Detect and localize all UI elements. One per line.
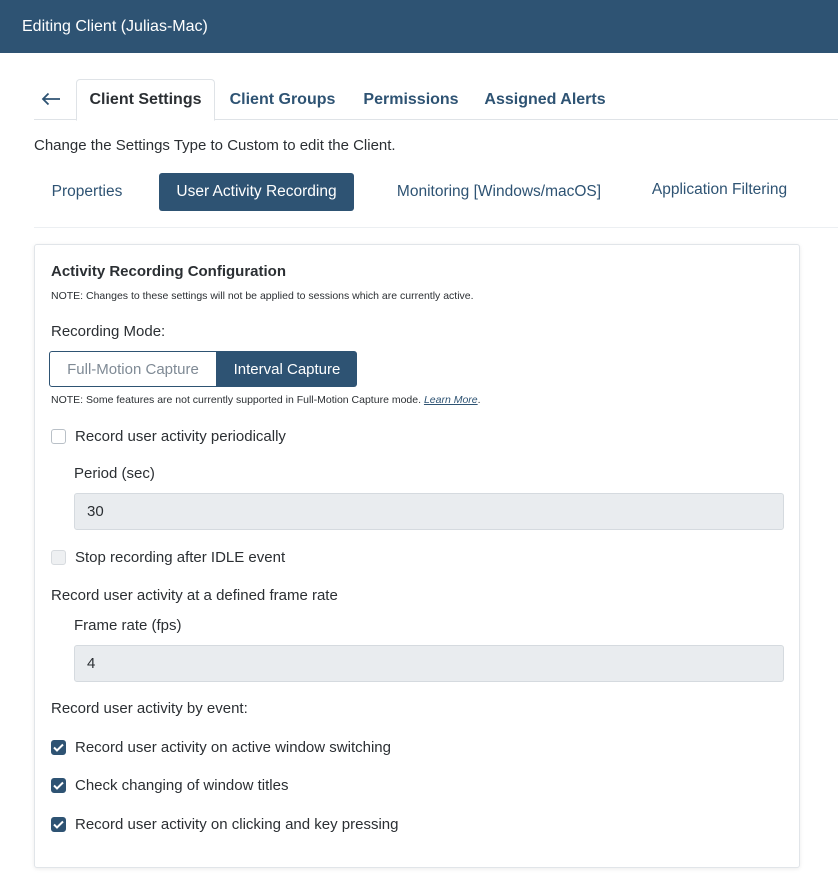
tab-client-settings[interactable]: Client Settings [76, 79, 215, 121]
window-title: Editing Client (Julias-Mac) [22, 17, 208, 35]
event-clicking-keys-checkbox[interactable] [51, 817, 66, 832]
event-clicking-keys-row[interactable] [51, 816, 398, 833]
checkmark-icon [53, 820, 64, 829]
event-window-switching-row[interactable] [51, 739, 391, 756]
event-window-switching-checkbox[interactable] [51, 740, 66, 755]
stop-after-idle-label: Stop recording after IDLE event [75, 549, 286, 566]
tab-assigned-alerts[interactable]: Assigned Alerts [484, 90, 606, 108]
recording-mode-toggle [49, 351, 357, 387]
event-window-switching-label: Record user activity on active window switching [75, 739, 391, 756]
subtab-divider [34, 227, 838, 228]
settings-type-hint: Change the Settings Type to Custom to edit the Client. [34, 137, 396, 154]
frame-rate-label: Frame rate (fps) [74, 617, 182, 634]
record-periodically-checkbox-row[interactable] [51, 428, 286, 445]
stop-after-idle-checkbox[interactable] [51, 550, 66, 565]
tab-permissions[interactable]: Permissions [363, 90, 459, 108]
subtab-monitoring[interactable]: Monitoring [Windows/macOS] [396, 183, 602, 200]
mode-note-text: NOTE: Some features are not currently supported in Full-Motion Capture mode. [51, 394, 422, 406]
learn-more-link[interactable]: Learn More [423, 394, 478, 406]
subtab-user-activity-recording[interactable]: User Activity Recording [159, 173, 354, 211]
arrow-left-icon [41, 92, 61, 106]
interval-capture-button[interactable]: Interval Capture [217, 351, 357, 387]
subtab-application-filtering[interactable]: Application Filtering [651, 181, 788, 198]
stop-after-idle-checkbox-row[interactable] [51, 549, 285, 566]
card-title: Activity Recording Configuration [51, 263, 287, 280]
event-window-titles-row[interactable] [51, 777, 288, 794]
full-motion-capture-button[interactable]: Full-Motion Capture [49, 351, 217, 387]
event-window-titles-checkbox[interactable] [51, 778, 66, 793]
period-value: 30 [87, 503, 104, 520]
window-titlebar [0, 0, 838, 53]
mode-note: NOTE: Some features are not currently supported in Full-Motion Capture mode. Learn More. [51, 394, 481, 406]
period-input[interactable] [74, 493, 784, 530]
event-window-titles-label: Check changing of window titles [75, 777, 289, 794]
event-clicking-keys-label: Record user activity on clicking and key pressing [75, 816, 399, 833]
activity-recording-card [34, 244, 800, 868]
by-event-heading: Record user activity by event: [51, 700, 248, 717]
active-sessions-note: NOTE: Changes to these settings will not be applied to sessions which are currently active. [51, 290, 474, 302]
record-periodically-checkbox[interactable] [51, 429, 66, 444]
checkmark-icon [53, 781, 64, 790]
back-button[interactable] [38, 87, 64, 111]
checkmark-icon [53, 743, 64, 752]
frame-rate-value: 4 [87, 655, 96, 672]
record-periodically-label: Record user activity periodically [75, 428, 286, 445]
frame-rate-input[interactable] [74, 645, 784, 682]
main-tab-bar [34, 79, 838, 120]
recording-mode-label: Recording Mode: [51, 323, 166, 340]
subtab-properties[interactable]: Properties [51, 183, 123, 200]
period-label: Period (sec) [74, 465, 155, 482]
tab-client-groups[interactable]: Client Groups [229, 90, 336, 108]
frame-rate-heading: Record user activity at a defined frame rate [51, 587, 338, 604]
